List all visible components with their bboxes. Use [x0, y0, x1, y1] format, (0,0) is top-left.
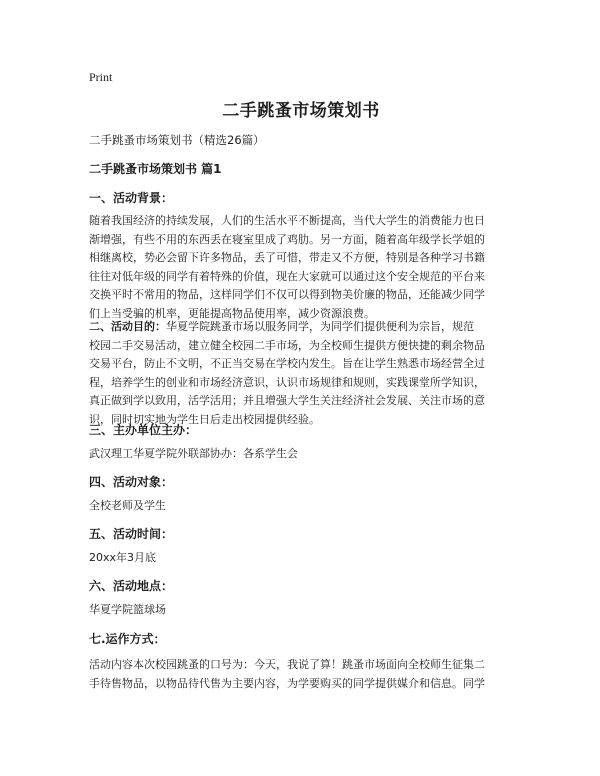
- text-line: 手待售物品，以物品待代售为主要内容，为学要购买的同学提供媒介和信息。同学: [89, 676, 485, 690]
- print-link[interactable]: Print: [89, 70, 113, 84]
- page-title: 二手跳蚤市场策划书: [222, 101, 380, 121]
- document-subtitle: 二手跳蚤市场策划书（精选26篇）: [89, 133, 265, 147]
- paragraph-background: [89, 212, 513, 323]
- section-title: 二手跳蚤市场策划书 篇1: [89, 162, 222, 176]
- text-line: 随着我国经济的持续发展，人们的生活水平不断提高，当代大学生的消费能力也日: [89, 214, 485, 227]
- text-line: 程，培养学生的创业和市场经济意识，认识市场规律和规则，实践课堂所学知识，: [89, 375, 485, 389]
- heading-background: 一、活动背景：: [89, 191, 174, 205]
- heading-time: 五、活动时间：: [89, 527, 174, 541]
- paragraph-organizer: 武汉理工华夏学院外联部协办：各系学生会: [89, 447, 298, 460]
- text-line: 交换平时不常用的物品，这样同学们不仅可以得到物美价廉的物品，还能减少同学: [89, 288, 485, 301]
- text-line: 交易平台，防止不文明，不正当交易在学校内发生。旨在让学生熟悉市场经营全过: [89, 357, 485, 370]
- paragraph-location: 华夏学院篮球场: [89, 603, 166, 616]
- text-line: 真正做到学以致用，活学活用；并且增强大学生关注经济社会发展、关注市场的意: [89, 394, 485, 407]
- heading-audience: 四、活动对象：: [89, 475, 174, 489]
- text-line: 渐增强，有些不用的东西丢在寝室里成了鸡肋。另一方面，随着高年级学长学姐的: [89, 232, 485, 246]
- heading-location: 六、活动地点：: [89, 579, 174, 593]
- text-line: 识，同时切实地为学生日后走出校园提供经验。: [89, 412, 320, 426]
- paragraph-purpose: [89, 318, 513, 429]
- heading-organizer: 三、主办单位主办：: [89, 423, 198, 437]
- text-line: 校园二手交易活动，建立健全校园二手市场，为全校师生提供方便快捷的剩余物品: [89, 338, 485, 352]
- text-line: [89, 318, 513, 337]
- heading-operation: 七.运作方式：: [89, 632, 166, 646]
- heading-purpose: 二、活动目的：: [89, 320, 166, 333]
- paragraph-audience: 全校老师及学生: [89, 499, 166, 512]
- paragraph-operation: [89, 656, 513, 693]
- text-line: 们上当受骗的机率，更能提高物品使用率，减少资源浪费。: [89, 306, 375, 320]
- text-line: 相继离校，势必会留下许多物品，丢了可惜，带走又不方便，特别是各种学习书籍: [89, 251, 485, 264]
- text-line: 往往对低年级的同学有着特殊的价值，现在大家就可以通过这个安全规范的平台来: [89, 269, 485, 283]
- text-line-rest: 华夏学院跳蚤市场以服务同学，为同学们提供便利为宗旨，规范: [166, 320, 474, 333]
- paragraph-time: 20xx年3月底: [89, 551, 157, 564]
- text-line: 活动内容本次校园跳蚤的口号为：今天，我说了算！跳蚤市场面向全校师生征集二: [89, 658, 485, 671]
